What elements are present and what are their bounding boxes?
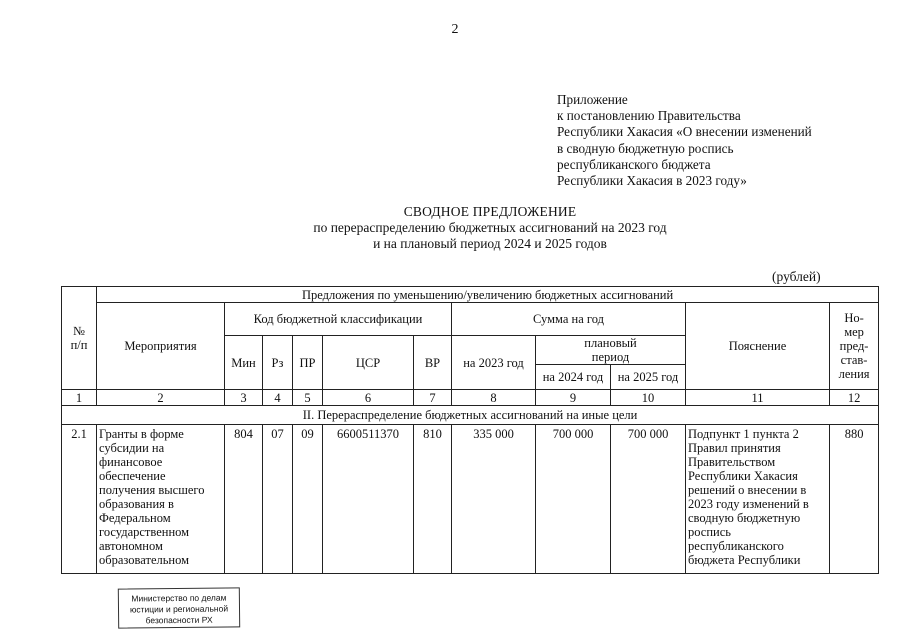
col-number: 12	[830, 390, 879, 406]
col-number: 4	[263, 390, 293, 406]
row-rz: 07	[263, 425, 293, 574]
budget-table	[61, 286, 879, 574]
header-min: Мин	[225, 336, 263, 390]
col-number: 11	[686, 390, 830, 406]
units-label: (рублей)	[772, 269, 821, 284]
annex-line: Приложение	[557, 92, 628, 107]
col-number: 3	[225, 390, 263, 406]
annex-line: Республики Хакасия в 2023 году»	[557, 173, 747, 189]
col-number: 1	[62, 390, 97, 406]
annex-line: в сводную бюджетную роспись	[557, 140, 734, 156]
row-ref: 880	[830, 425, 879, 574]
header-proposals: Предложения по уменьшению/увеличению бюджетных ассигнований	[97, 287, 879, 303]
annex-line: республиканского бюджета	[557, 156, 711, 172]
col-number: 8	[452, 390, 536, 406]
col-number: 9	[536, 390, 611, 406]
header-2024: на 2024 год	[536, 365, 611, 390]
title-line-3: и на плановый период 2024 и 2025 годов	[373, 236, 607, 251]
header-pr: ПР	[293, 336, 323, 390]
title-line-1: СВОДНОЕ ПРЕДЛОЖЕНИЕ	[403, 204, 577, 219]
row-csr: 6600511370	[323, 425, 414, 574]
row-sum-2024: 700 000	[536, 425, 611, 574]
annex-line: к постановлению Правительства	[557, 108, 741, 124]
col-number: 10	[611, 390, 686, 406]
header-2025: на 2025 год	[611, 365, 686, 390]
header-csr: ЦСР	[323, 336, 414, 390]
col-number: 2	[97, 390, 225, 406]
row-pr: 09	[293, 425, 323, 574]
header-explanation: Пояснение	[686, 303, 830, 390]
table-row	[62, 425, 879, 574]
header-num: № п/п	[62, 287, 97, 390]
header-sum: Сумма на год	[452, 303, 686, 336]
document-title	[190, 204, 790, 252]
row-explanation: Подпункт 1 пункта 2 Правил принятия Правительством Республики Хакасия решений о внесении в 2023 году изменений в сводную бюджетную роспись республиканского бюджета Республики	[686, 425, 830, 574]
col-number: 7	[414, 390, 452, 406]
header-rz: Рз	[263, 336, 293, 390]
row-event: Гранты в форме субсидии на финансовое обеспечение получения высшего образования в Федеральном государственном автономном образовательном	[97, 425, 225, 574]
header-budget-code: Код бюджетной классификации	[225, 303, 452, 336]
row-num: 2.1	[62, 425, 97, 574]
row-min: 804	[225, 425, 263, 574]
header-vr: ВР	[414, 336, 452, 390]
header-planned-period: плановый период	[536, 336, 686, 365]
row-sum-2025: 700 000	[611, 425, 686, 574]
page-number: 2	[451, 22, 459, 37]
registration-stamp: Министерство по делам юстиции и региональной безопасности РХ	[118, 587, 240, 628]
col-number: 5	[293, 390, 323, 406]
col-number: 6	[323, 390, 414, 406]
section-title: II. Перераспределение бюджетных ассигнований на иные цели	[62, 406, 879, 425]
header-ref-number: Но- мер пред- став- ления	[830, 303, 879, 390]
header-events: Мероприятия	[97, 303, 225, 390]
annex-line: Республики Хакасия «О внесении изменений	[557, 124, 812, 140]
header-2023: на 2023 год	[452, 336, 536, 390]
row-sum-2023: 335 000	[452, 425, 536, 574]
title-line-2: по перераспределению бюджетных ассигнований на 2023 год	[313, 220, 667, 235]
annex-block	[557, 92, 812, 189]
row-vr: 810	[414, 425, 452, 574]
